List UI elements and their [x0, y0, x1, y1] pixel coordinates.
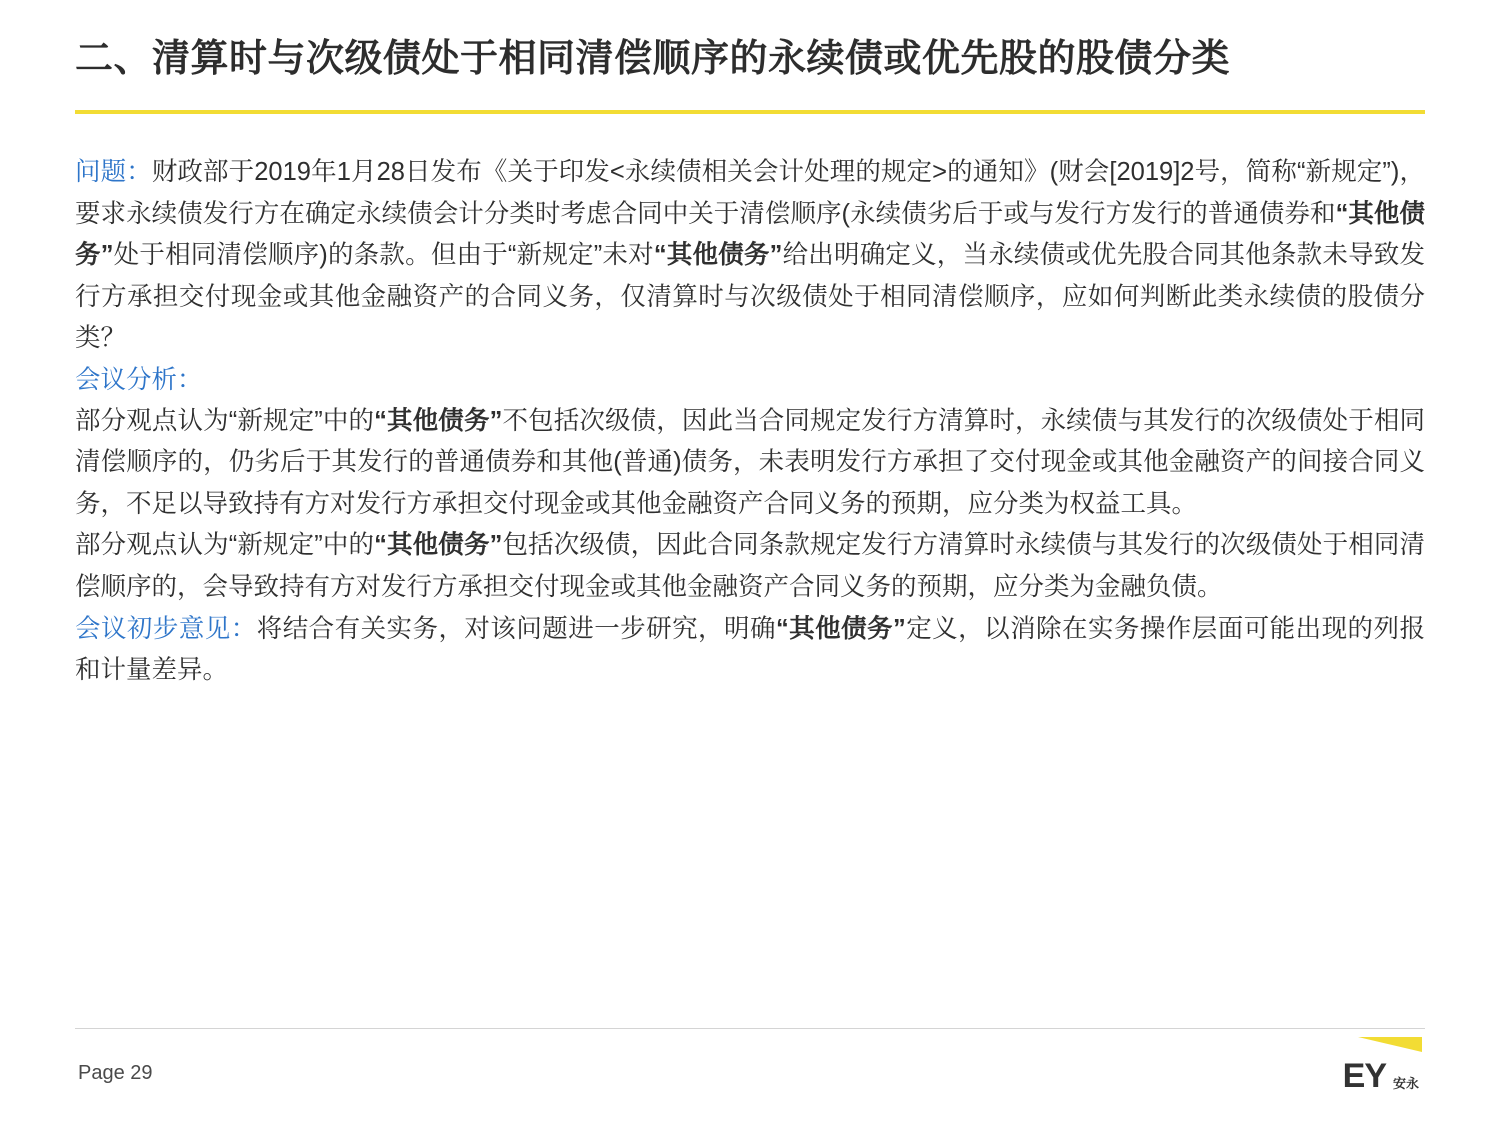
analysis-heading: 会议分析：: [75, 365, 203, 394]
question-text-2: 处于相同清偿顺序)的条款。但由于“新规定”未对: [113, 241, 654, 270]
analysis2-bold-1: “其他债务”: [374, 531, 503, 560]
page-number: Page 29: [78, 1062, 153, 1084]
question-text-1: 财政部于2019年1月28日发布《关于印发<永续债相关会计处理的规定>的通知》(财会[2019]2号，简称“新规定”)，要求永续债发行方在确定永续债会计分类时考虑合同中关于清偿顺序(永续债劣后于或与发行方发行的普通债券和: [75, 158, 1425, 228]
question-bold-1: “其他债务”: [75, 199, 1425, 270]
preliminary-text-2: 定义，以消除在实务操作层面可能出现的列报和计量差异。: [75, 614, 1425, 685]
preliminary-opinion-paragraph: [75, 609, 1425, 692]
analysis-paragraph-1: [75, 401, 1425, 526]
analysis1-text-2: 不包括次级债，因此当合同规定发行方清算时，永续债与其发行的次级债处于相同清偿顺序的，仍劣后于其发行的普通债券和其他(普通)债务，未表明发行方承担了交付现金或其他金融资产的间接合同义务，不足以导致持有方对发行方承担交付现金或其他金融资产合同义务的预期，应分类为权益工具。: [75, 406, 1425, 518]
slide-body: [75, 114, 1425, 692]
analysis2-text-1: 部分观点认为“新规定”中的: [75, 531, 375, 560]
page-title: 二、清算时与次级债处于相同清偿顺序的永续债或优先股的股债分类: [75, 38, 1231, 80]
preliminary-label: 会议初步意见：: [75, 614, 257, 643]
footer-divider: [75, 1028, 1425, 1029]
ey-logo-text: EY: [1342, 1057, 1386, 1095]
preliminary-bold-1: “其他债务”: [775, 614, 906, 643]
question-text-3: 给出明确定义，当永续债或优先股合同其他条款未导致发行方承担交付现金或其他金融资产的合同义务，仅清算时与次级债处于相同清偿顺序，应如何判断此类永续债的股债分类？: [75, 241, 1425, 353]
ey-logo-beam-icon: [1358, 1037, 1422, 1052]
ey-logo-chinese-text: 安永: [1392, 1076, 1419, 1092]
analysis-paragraph-2: [75, 525, 1425, 608]
question-paragraph: [75, 152, 1425, 360]
question-label: 问题：: [75, 158, 152, 187]
analysis2-text-2: 包括次级债，因此合同条款规定发行方清算时永续债与其发行的次级债处于相同清偿顺序的，会导致持有方对发行方承担交付现金或其他金融资产合同义务的预期，应分类为金融负债。: [75, 531, 1425, 602]
analysis1-text-1: 部分观点认为“新规定”中的: [75, 406, 375, 435]
ey-logo: [1272, 1035, 1422, 1093]
question-bold-2: “其他债务”: [653, 241, 783, 270]
preliminary-text-1: 将结合有关实务，对该问题进一步研究，明确: [256, 614, 776, 643]
analysis1-bold-1: “其他债务”: [374, 406, 503, 435]
